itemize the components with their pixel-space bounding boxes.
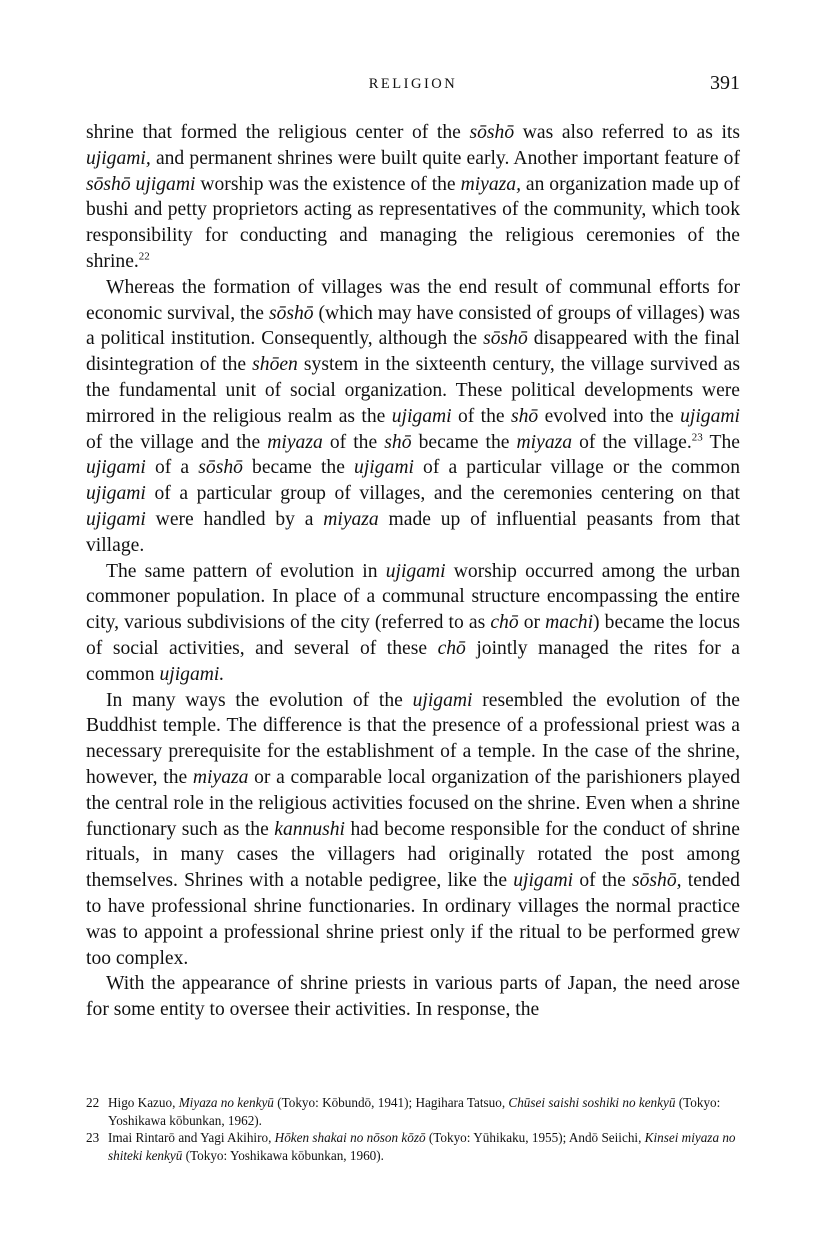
text-run: (Tokyo: Yoshikawa kōbunkan, 1962).: [108, 1095, 721, 1128]
footnote-number: 22: [86, 1095, 100, 1110]
text-run: (Tokyo: Yūhikaku, 1955); Andō Seiichi,: [425, 1130, 645, 1145]
text-run: made up of influential peasants from that village.: [86, 508, 740, 556]
text-run: (which may have consisted of groups of villages) was a political institution. Consequently, although the: [86, 302, 740, 350]
text-run: was also referred to as its: [514, 122, 740, 143]
footnote-text: [108, 1129, 740, 1164]
italic-term: Miyaza no kenkyū: [178, 1095, 274, 1110]
text-run: The same pattern of evolution in: [106, 560, 386, 582]
footnote: [86, 1129, 740, 1164]
text-run: shrine that formed the religious center of the: [86, 122, 470, 143]
italic-term: sōshō: [469, 122, 515, 143]
footnotes: [86, 1094, 740, 1164]
italic-term: ujigami,: [86, 147, 151, 169]
text-run: of the: [322, 431, 385, 453]
text-run: The: [702, 431, 740, 453]
italic-term: kannushi: [274, 818, 345, 840]
text-run: of a: [145, 457, 199, 479]
running-head: [86, 66, 740, 106]
footnote-ref: 22: [138, 250, 150, 263]
text-run: an organization made up of bushi and petty proprietors acting as representatives of the community, which took responsibility for conducting and managing the religious ceremonies of the shrine.: [86, 173, 740, 272]
text-run: of the: [451, 405, 511, 427]
body-paragraph: [86, 120, 740, 275]
book-page: [86, 66, 740, 1023]
footnote-ref: 23: [691, 431, 703, 444]
text-run: and permanent shrines were built quite early. Another important feature of: [150, 147, 740, 169]
page-number: 391: [710, 72, 740, 94]
italic-term: ujigami: [354, 457, 414, 479]
footnote: [86, 1094, 740, 1129]
text-run: resembled the evolution of the Buddhist temple. The difference is that the presence of a professional priest was a necessary prerequisite for the establishment of a temple. In the case of the shrine, however, the: [86, 689, 740, 788]
text-run: or a comparable local organization of the parishioners played the central role in the religious activities focused on the shrine. Even when a shrine functionary such as the: [86, 766, 740, 840]
body-paragraph: [86, 971, 740, 1023]
italic-term: ujigami: [391, 405, 452, 427]
italic-term: Chūsei saishi soshiki no kenkyū: [508, 1095, 676, 1110]
text-run: of the village and the: [86, 431, 268, 453]
italic-term: miyaza: [516, 431, 573, 453]
italic-term: machi: [545, 612, 594, 634]
text-run: worship was the existence of the: [195, 173, 461, 195]
text-run: worship occurred among the urban commoner population. In place of a communal structure encompassing the entire city, various subdivisions of the city (referred to as: [86, 560, 740, 634]
text-run: Imai Rintarō and Yagi Akihiro,: [108, 1130, 275, 1145]
italic-term: ujigami.: [159, 663, 225, 685]
body-paragraph: [86, 559, 740, 688]
italic-term: Hōken shakai no nōson kōzō: [274, 1130, 426, 1145]
text-run: ) became the locus of social activities, and several of these: [86, 612, 741, 659]
running-title: RELIGION: [368, 76, 458, 92]
text-run: system in the sixteenth century, the village survived as the fundamental unit of social organization. These political developments were mirrored in the religious realm as the: [86, 354, 741, 427]
text-run: of a particular village or the common: [413, 457, 740, 479]
italic-term: ujigami: [86, 457, 146, 479]
text-run: With the appearance of shrine priests in various parts of Japan, the need arose for some entity to oversee their activities. In response, the: [86, 973, 740, 1021]
text-run: were handled by a: [145, 508, 324, 530]
text-run: became the: [242, 457, 355, 479]
text-run: became the: [411, 431, 517, 453]
italic-term: ujigami: [385, 560, 446, 582]
italic-term: ujigami: [680, 405, 740, 427]
italic-term: ujigami: [412, 689, 473, 711]
text-run: disappeared with the final disintegration of the: [86, 328, 740, 376]
italic-term: ujigami: [86, 483, 146, 505]
italic-term: sōshō: [268, 302, 314, 324]
body-text: [86, 120, 740, 1023]
italic-term: sōshō,: [632, 870, 682, 892]
text-run: (Tokyo: Yoshikawa kōbunkan, 1960).: [182, 1147, 384, 1163]
text-run: of the: [573, 870, 632, 892]
footnote-number: 23: [86, 1130, 100, 1145]
italic-term: miyaza: [267, 431, 323, 453]
italic-term: chō: [490, 612, 519, 634]
text-run: had become responsible for the conduct of shrine rituals, in many cases the villagers had originally rotated the post among themselves. Shrines with a notable pedigree, like the: [86, 818, 740, 892]
text-run: In many ways the evolution of the: [106, 689, 413, 711]
italic-term: shō: [384, 431, 412, 453]
body-paragraph: [86, 275, 740, 559]
text-run: of a particular group of villages, and the ceremonies centering on that: [145, 483, 740, 505]
italic-term: ujigami: [86, 508, 146, 530]
italic-term: miyaza,: [460, 173, 521, 195]
text-run: evolved into the: [538, 405, 681, 427]
body-paragraph: [86, 688, 740, 972]
italic-term: sōshō ujigami: [86, 173, 196, 195]
italic-term: chō: [437, 637, 466, 659]
text-run: jointly managed the rites for a common: [86, 637, 741, 685]
text-run: (Tokyo: Kōbundō, 1941); Hagihara Tatsuo,: [273, 1095, 509, 1110]
italic-term: sōshō: [483, 328, 528, 350]
text-run: tended to have professional shrine functionaries. In ordinary villages the normal practice was to appoint a professional shrine priest only if the ritual to be performed grew too complex.: [86, 870, 740, 969]
italic-term: Kinsei miyaza no shiteki kenkyū: [108, 1130, 736, 1163]
italic-term: miyaza: [323, 508, 379, 530]
italic-term: shō: [510, 405, 539, 427]
italic-term: ujigami: [513, 870, 574, 892]
italic-term: miyaza: [192, 766, 249, 788]
text-run: Whereas the formation of villages was the end result of communal efforts for economic survival, the: [86, 276, 740, 324]
italic-term: sōshō: [198, 457, 243, 479]
text-run: of the village.: [572, 431, 692, 453]
italic-term: shōen: [252, 354, 298, 376]
text-run: Higo Kazuo,: [108, 1095, 179, 1110]
text-run: or: [518, 612, 546, 634]
footnote-text: [108, 1094, 740, 1129]
